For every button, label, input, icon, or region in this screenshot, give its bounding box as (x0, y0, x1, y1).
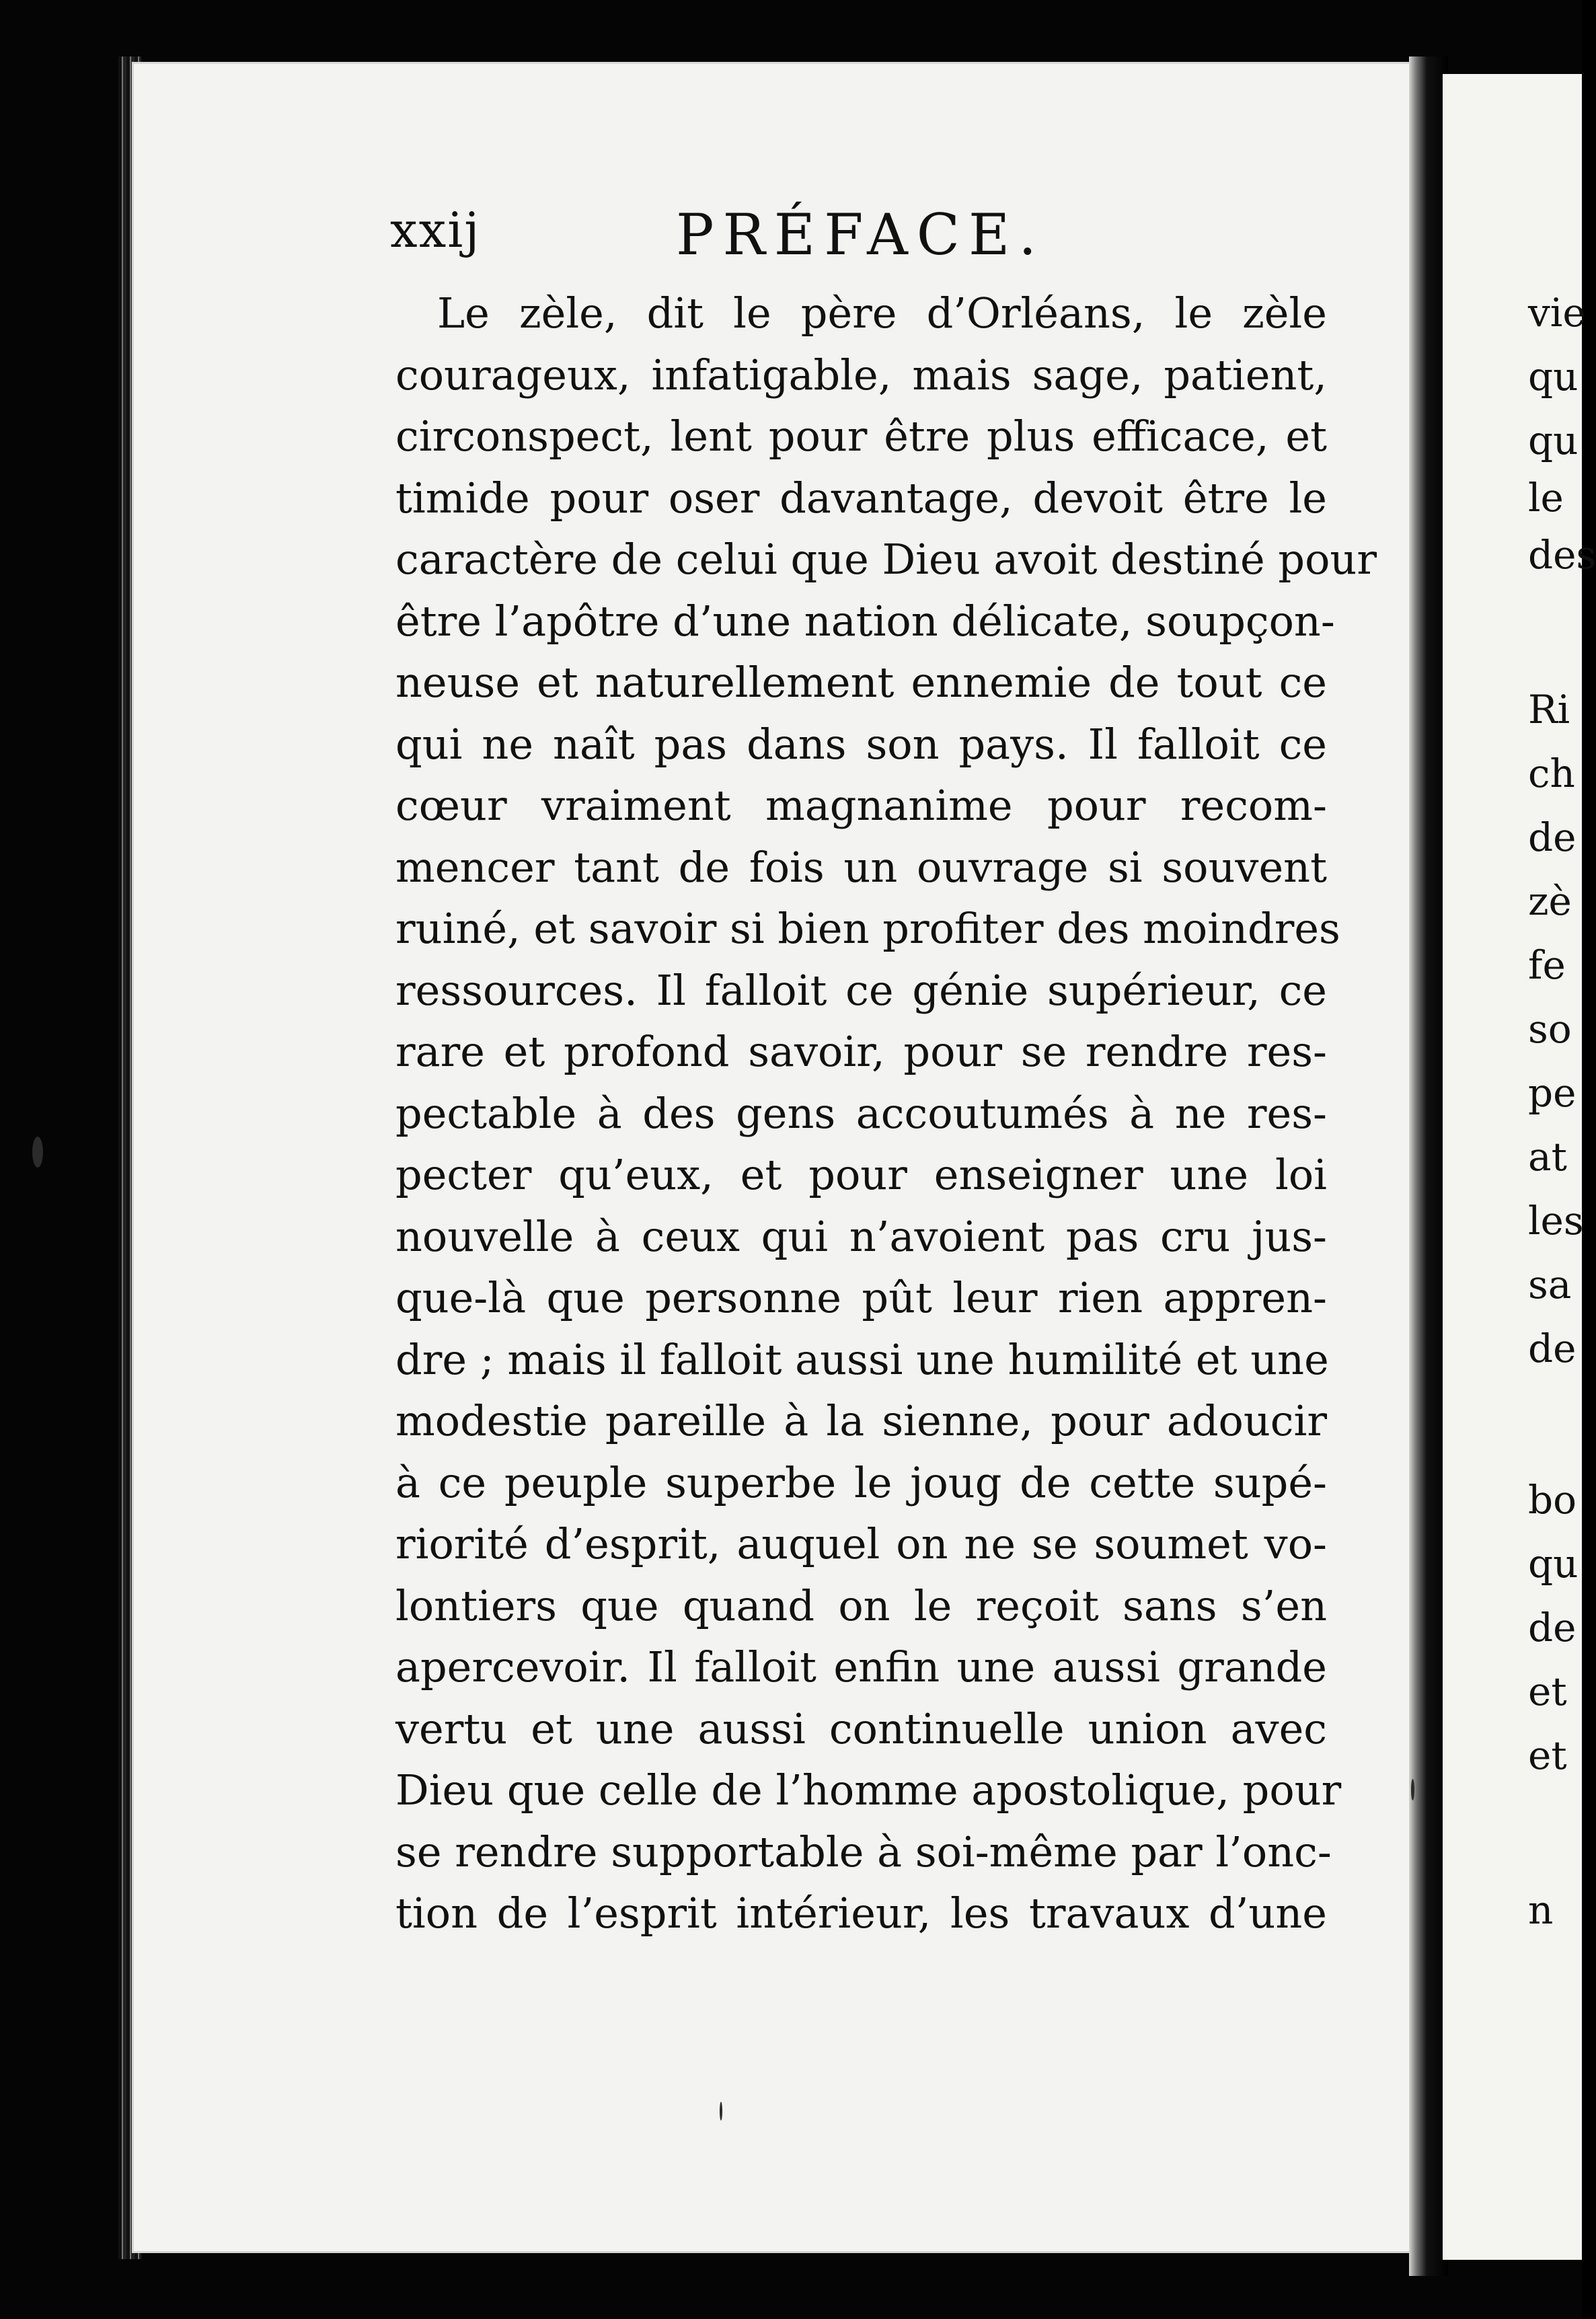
text-line: circonspect, lent pour être plus efficace, et (395, 412, 1327, 461)
scan-speck (720, 2102, 722, 2121)
adjacent-page-fragment: so (1528, 1006, 1572, 1052)
adjacent-page-fragment: et (1528, 1669, 1567, 1714)
adjacent-page-fragment: qu (1528, 1541, 1579, 1587)
text-line: se rendre supportable à soi-même par l’onc- (395, 1827, 1332, 1876)
text-line: neuse et naturellement ennemie de tout ce (395, 658, 1327, 707)
text-line: timide pour oser davantage, devoit être le (395, 473, 1327, 523)
adjacent-page-fragment: les (1528, 1198, 1584, 1244)
text-line: être l’apôtre d’une nation délicate, soupçon- (395, 596, 1335, 646)
adjacent-page-fragment: sa (1528, 1262, 1572, 1307)
text-line: pectable à des gens accoutumés à ne res- (395, 1088, 1327, 1138)
adjacent-page-fragment: zè (1528, 878, 1572, 924)
text-line: nouvelle à ceux qui n’avoient pas cru jus- (395, 1211, 1327, 1261)
adjacent-page-fragment: Ri (1528, 687, 1570, 732)
adjacent-page-fragment: des (1528, 532, 1596, 578)
text-line: mencer tant de fois un ouvrage si souvent (395, 842, 1327, 892)
adjacent-page-fragment: bo (1528, 1477, 1577, 1523)
text-line: Dieu que celle de l’homme apostolique, pour (395, 1765, 1342, 1815)
adjacent-page-fragment: qu (1528, 418, 1579, 463)
text-line: courageux, infatigable, mais sage, patient, (395, 350, 1327, 400)
adjacent-page-fragment: de (1528, 1605, 1576, 1650)
text-line: modestie pareille à la sienne, pour adoucir (395, 1396, 1327, 1445)
adjacent-page-fragment: le (1528, 475, 1564, 521)
text-line: tion de l’esprit intérieur, les travaux d’une (395, 1889, 1327, 1938)
text-line: apercevoir. Il falloit enfin une aussi grande (395, 1642, 1327, 1691)
text-line: lontiers que quand on le reçoit sans s’en (395, 1581, 1327, 1630)
adjacent-page-fragment: fe (1528, 942, 1566, 988)
text-line: pecter qu’eux, et pour enseigner une loi (395, 1150, 1327, 1199)
page-number: xxij (390, 202, 481, 258)
text-line: rare et profond savoir, pour se rendre res- (395, 1027, 1327, 1076)
text-line: qui ne naît pas dans son pays. Il falloit ce (395, 719, 1327, 769)
adjacent-page-fragment: qu (1528, 354, 1579, 400)
adjacent-page-fragment: de (1528, 814, 1576, 860)
text-line: riorité d’esprit, auquel on ne se soumet vo- (395, 1519, 1327, 1568)
text-line: que-là que personne pût leur rien appren- (395, 1273, 1327, 1322)
adjacent-page-fragment: pe (1528, 1070, 1576, 1116)
scan-speck (1411, 1779, 1414, 1800)
text-line: ressources. Il falloit ce génie supérieur, ce (395, 965, 1327, 1015)
scan-speck (32, 1137, 43, 1168)
adjacent-page-fragment: ch (1528, 751, 1575, 796)
adjacent-page-fragment: et (1528, 1733, 1567, 1778)
preface-text (395, 282, 1377, 1944)
adjacent-page-fragment: n (1528, 1887, 1554, 1933)
adjacent-page-fragment: de (1528, 1326, 1576, 1371)
text-line: ruiné, et savoir si bien profiter des moindres (395, 904, 1340, 953)
text-line: Le zèle, dit le père d’Orléans, le zèle (437, 289, 1327, 338)
adjacent-page-fragment: vie (1528, 290, 1586, 336)
text-line: dre ; mais il falloit aussi une humilité et une (395, 1334, 1329, 1384)
text-line: à ce peuple superbe le joug de cette supé- (395, 1457, 1327, 1507)
text-line: cœur vraiment magnanime pour recom- (395, 781, 1327, 830)
text-line: vertu et une aussi continuelle union avec (395, 1704, 1327, 1753)
running-head: PRÉFACE. (676, 202, 1046, 268)
text-line: caractère de celui que Dieu avoit destiné pour (395, 535, 1377, 584)
adjacent-page-fragment: at (1528, 1134, 1567, 1180)
